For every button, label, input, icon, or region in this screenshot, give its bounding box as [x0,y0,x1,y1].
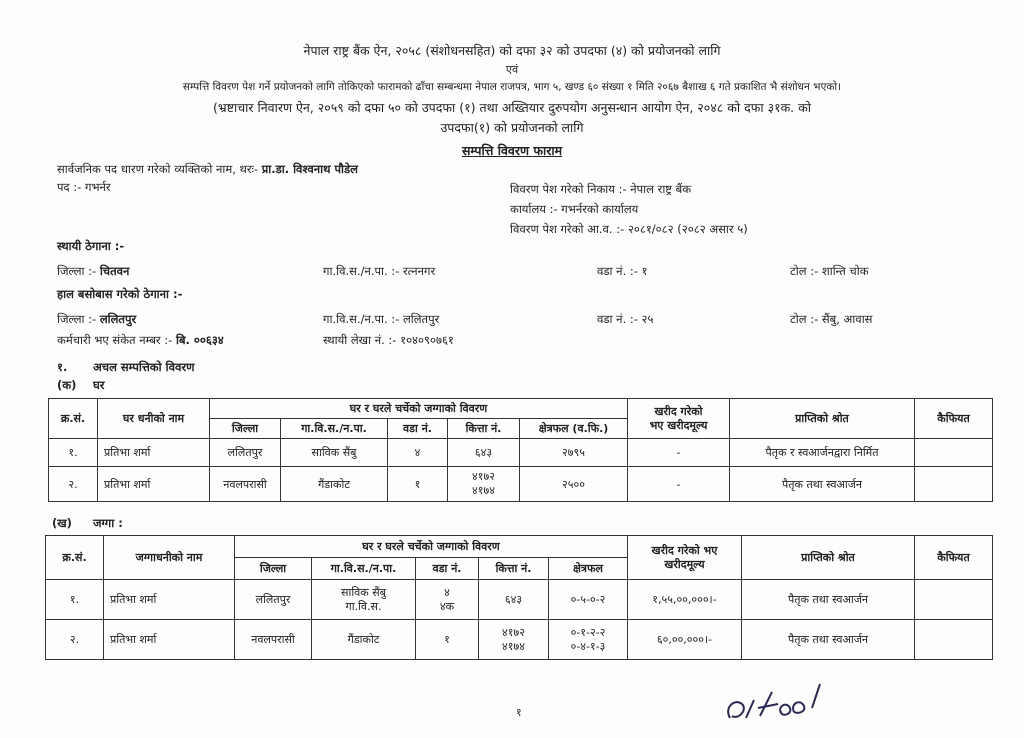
cell-sn: १. [49,439,98,467]
cell-remarks [915,580,993,620]
pan-number: स्थायी लेखा नं. :- १०४०९०७६१ [323,333,454,347]
cell-district: नवलपरासी [235,620,312,660]
cell-kitta: ४१७२ ४१७४ [448,467,520,502]
cell-remarks [915,467,993,502]
cell-kitta: ६४३ [448,439,520,467]
post: पद :- गभर्नर [57,180,111,194]
cell-owner: प्रतिभा शर्मा [104,580,235,620]
cell-ward: १ [416,620,479,660]
cell-area: ०-५-०-२ [549,580,628,620]
header-line-4: (भ्रष्टाचार निवारण ऐन, २०५९ को दफा ५० को उपदफा (१) तथा अख्तियार दुरुपयोग अनुसन्धान आयोग ऐन, २०४८ को दफा ३१क. को [213,100,811,115]
permanent-district [57,264,129,279]
fiscal-year: विवरण पेश गरेको आ.व. :- २०८१/०८२ (२०८२ असार ५) [510,222,748,236]
col-sn: क्र.सं. [49,399,98,439]
cell-owner: प्रतिभा शर्मा [98,467,210,502]
permanent-vdc: गा.वि.स./न.पा. :- रत्ननगर [323,264,436,278]
header-line-5: उपदफा(१) को प्रयोजनको लागि [440,120,584,135]
col-ward: वडा नं. [388,419,448,439]
cell-owner: प्रतिभा शर्मा [98,439,210,467]
page-number: १ [516,706,522,719]
cell-sn: २. [49,467,98,502]
employee-code [57,333,224,348]
cell-area: ०-१-२-२ ०-४-१-३ [549,620,628,660]
employee-code-value: बि. ००६३४ [175,333,224,347]
district-label: जिल्ला :- [57,312,97,326]
permanent-tole: टोल :- शान्ति चोक [790,264,869,278]
col-kitta: कित्ता नं. [479,558,549,580]
house-title: घर [93,378,105,392]
table-row [49,439,993,467]
holder-name-row [57,162,358,177]
cell-ward: ४ [388,439,448,467]
col-remarks: कैफियत [915,399,993,439]
col-area: क्षेत्रफल [549,558,628,580]
col-price: खरीद गरेको भए खरीदमूल्य [628,399,730,439]
cell-district: ललितपुर [235,580,312,620]
col-vdc: गा.वि.स./न.पा. [281,419,388,439]
cell-vdc: गैंडाकोट [312,620,416,660]
col-price: खरीद गरेको भए खरीदमूल्य [628,536,742,580]
col-source: प्राप्तिको श्रोत [742,536,915,580]
district-value: ललितपुर [99,312,137,326]
current-ward: वडा नं. :- २५ [597,312,654,326]
land-label: (ख) [52,516,72,530]
land-table [45,535,993,660]
cell-kitta: ४१७२ ४१७४ [479,620,549,660]
cell-price: - [628,439,730,467]
cell-price: - [628,467,730,502]
office: कार्यालय :- गभर्नरको कार्यालय [510,202,639,216]
cell-ward: ४ ४क [416,580,479,620]
header-line-2: एवं [505,63,519,76]
col-area: क्षेत्रफल (व.फि.) [520,419,628,439]
cell-remarks [915,439,993,467]
cell-source: पैतृक तथा स्वआर्जन [742,580,915,620]
cell-sn: १. [46,580,104,620]
col-group: घर र घरले चर्चेको जग्गाको विवरण [210,399,628,419]
cell-price: १,५५,००,०००।- [628,580,742,620]
col-district: जिल्ला [210,419,281,439]
cell-ward: १ [388,467,448,502]
house-table [48,398,993,502]
holder-name-label: सार्वजनिक पद धारण गरेको व्यक्तिको नाम, थरः- [57,162,259,176]
col-owner: जग्गाधनीको नाम [104,536,235,580]
cell-sn: २. [46,620,104,660]
col-vdc: गा.वि.स./न.पा. [312,558,416,580]
holder-name: प्रा.डा. विश्वनाथ पौडेल [261,162,358,176]
col-kitta: कित्ता नं. [448,419,520,439]
cell-owner: प्रतिभा शर्मा [104,620,235,660]
submitting-org: विवरण पेश गरेको निकाय :- नेपाल राष्ट्र बैंक [510,182,692,196]
permanent-ward: वडा नं. :- १ [597,264,648,278]
table-row [46,580,993,620]
col-district: जिल्ला [235,558,312,580]
col-sn: क्र.सं. [46,536,104,580]
cell-price: ६०,००,०००।- [628,620,742,660]
cell-area: २५०० [520,467,628,502]
col-owner: घर धनीको नाम [98,399,210,439]
cell-vdc: साविक सैंबु गा.वि.स. [312,580,416,620]
current-address-heading: हाल बसोबास गरेको ठेगाना :- [57,287,183,301]
cell-source: पैतृक तथा स्वआर्जन [742,620,915,660]
form-title: सम्पत्ति विवरण फाराम [461,143,563,158]
table-row [46,620,993,660]
section-1-number: १. [57,360,68,374]
district-value: चितवन [99,264,130,278]
table-row [49,467,993,502]
header-line-3: सम्पत्ति विवरण पेश गर्ने प्रयोजनको लागि तोकिएको फारामको ढाँचा सम्बन्धमा नेपाल राजपत्र, भाग ५, खण्ड ६० संख्या १ मिति २०६७ बैशाख ६ गते प्रकाशित भै संशोधन भएको। [182,81,842,93]
cell-area: २७९५ [520,439,628,467]
cell-source: पैतृक र स्वआर्जनद्वारा निर्मित [730,439,915,467]
handwritten-signature [720,678,830,728]
permanent-address-heading: स्थायी ठेगाना :- [57,239,125,253]
land-title: जग्गा : [93,516,123,530]
cell-district: नवलपरासी [210,467,281,502]
current-district [57,312,136,327]
section-1-title: अचल सम्पत्तिको विवरण [93,360,195,374]
employee-code-label: कर्मचारी भए संकेत नम्बर :- [57,333,173,347]
cell-vdc: गैंडाकोट [281,467,388,502]
col-ward: वडा नं. [416,558,479,580]
cell-remarks [915,620,993,660]
col-source: प्राप्तिको श्रोत [730,399,915,439]
current-tole: टोल :- सैंबु, आवास [790,312,873,326]
current-vdc: गा.वि.स./न.पा. :- ललितपुर [323,312,440,326]
cell-district: ललितपुर [210,439,281,467]
col-group: घर र घरले चर्चेको जग्गाको विवरण [235,536,628,558]
house-label: (क) [57,378,77,392]
district-label: जिल्ला :- [57,264,97,278]
cell-source: पैतृक तथा स्वआर्जन [730,467,915,502]
header-line-1: नेपाल राष्ट्र बैंक ऐन, २०५८ (संशोधनसहित) को दफा ३२ को उपदफा (४) को प्रयोजनको लागि [303,43,721,58]
cell-kitta: ६४३ [479,580,549,620]
col-remarks: कैफियत [915,536,993,580]
cell-vdc: साविक सैंबु [281,439,388,467]
